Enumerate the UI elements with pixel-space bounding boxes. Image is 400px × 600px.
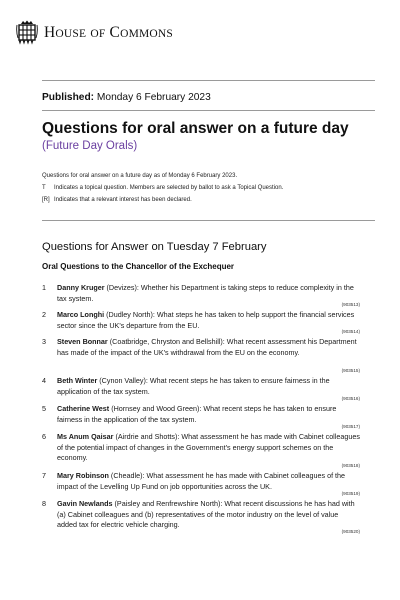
divider-published: [42, 110, 375, 111]
question-member: Beth Winter: [57, 376, 98, 385]
question-member: Danny Kruger: [57, 283, 105, 292]
question-item: [42, 283, 360, 310]
question-number: 7: [42, 471, 46, 480]
question-reference: (903520): [341, 528, 360, 534]
key-description: Indicates a topical question. Members are selected by ballot to ask a Topical Question.: [54, 185, 284, 191]
question-member: Ms Anum Qaisar: [57, 432, 114, 441]
question-reference: (903516): [341, 395, 360, 401]
question-text: What assessment he has made with Cabinet colleagues of the impact of the Levelling Up Fund on job opportunities across the UK.: [57, 471, 346, 491]
question-text: What recent steps he has taken to ensure fairness in the application of the tax system.: [57, 404, 337, 424]
question-reference: (903518): [341, 462, 360, 468]
question-text: What recent steps he has taken to ensure fairness in the application of the tax system.: [57, 376, 330, 396]
question-text: What assessment he has made with Cabinet colleagues of the potential impact of changes in the Government's energy support schemes on the economy.: [57, 432, 360, 462]
questions-list: [42, 283, 360, 537]
question-number: 8: [42, 499, 46, 508]
question-text: What recent assessment his Department has made of the impact of the UK's withdrawal from the EU on the economy.: [57, 337, 357, 357]
intro-line: Questions for oral answer on a future day as of Monday 6 February 2023.: [42, 173, 238, 179]
question-item: [42, 376, 360, 404]
key-relevant-interest: [42, 194, 372, 206]
question-text: What steps he has taken to help support the financial services sector since the UK's departure from the EU.: [57, 310, 355, 330]
question-reference: (903517): [341, 423, 360, 429]
question-constituency: (Dudley North):: [106, 310, 155, 319]
key-symbol: [R]: [42, 197, 50, 203]
house-of-commons-title: HOUSE OF COMMONS: [44, 24, 174, 41]
question-constituency: (Coatbridge, Chryston and Bellshill):: [109, 337, 225, 346]
question-number: 5: [42, 404, 46, 413]
question-item: [42, 471, 360, 499]
question-reference: (903514): [341, 328, 360, 334]
question-item: [42, 432, 360, 471]
question-item: [42, 337, 360, 376]
question-item: [42, 499, 360, 537]
key-topical: [42, 182, 372, 194]
question-constituency: (Hornsey and Wood Green):: [111, 404, 202, 413]
question-number: 3: [42, 337, 46, 346]
question-member: Steven Bonnar: [57, 337, 108, 346]
divider-top: [42, 80, 375, 81]
question-item: [42, 310, 360, 337]
document-subtitle: (Future Day Orals): [42, 140, 138, 152]
question-number: 6: [42, 432, 46, 441]
question-constituency: (Airdrie and Shotts):: [115, 432, 180, 441]
portcullis-icon: [16, 20, 38, 46]
question-reference: (903519): [341, 490, 360, 496]
document-title: Questions for oral answer on a future day: [42, 120, 349, 137]
header: [16, 18, 173, 48]
intro-block: [42, 170, 372, 206]
key-symbol: T: [42, 185, 46, 191]
question-member: Marco Longhi: [57, 310, 105, 319]
question-number: 2: [42, 310, 46, 319]
question-constituency: (Devizes):: [106, 283, 139, 292]
divider-intro: [42, 220, 375, 221]
section-subheading: Oral Questions to the Chancellor of the Exchequer: [42, 262, 235, 271]
section-heading: Questions for Answer on Tuesday 7 February: [42, 241, 267, 253]
question-member: Mary Robinson: [57, 471, 109, 480]
question-constituency: (Cynon Valley):: [99, 376, 148, 385]
question-number: 1: [42, 283, 46, 292]
question-item: [42, 404, 360, 432]
question-constituency: (Paisley and Renfrewshire North):: [114, 499, 223, 508]
question-text: Whether his Department is taking steps to reduce complexity in the tax system.: [57, 283, 354, 303]
question-reference: (903513): [341, 301, 360, 307]
published-label: Published:: [42, 92, 95, 103]
question-member: Catherine West: [57, 404, 110, 413]
question-constituency: (Cheadle):: [110, 471, 145, 480]
question-reference: (903515): [341, 367, 360, 373]
question-number: 4: [42, 376, 46, 385]
key-description: Indicates that a relevant interest has been declared.: [54, 197, 192, 203]
published-date: Monday 6 February 2023: [96, 92, 211, 103]
question-text: What recent discussions he has had with (a) Cabinet colleagues and (b) representatives of the motor industry on the level of value added tax for electric vehicle charging.: [57, 499, 355, 529]
question-member: Gavin Newlands: [57, 499, 113, 508]
published-line: [42, 92, 211, 103]
